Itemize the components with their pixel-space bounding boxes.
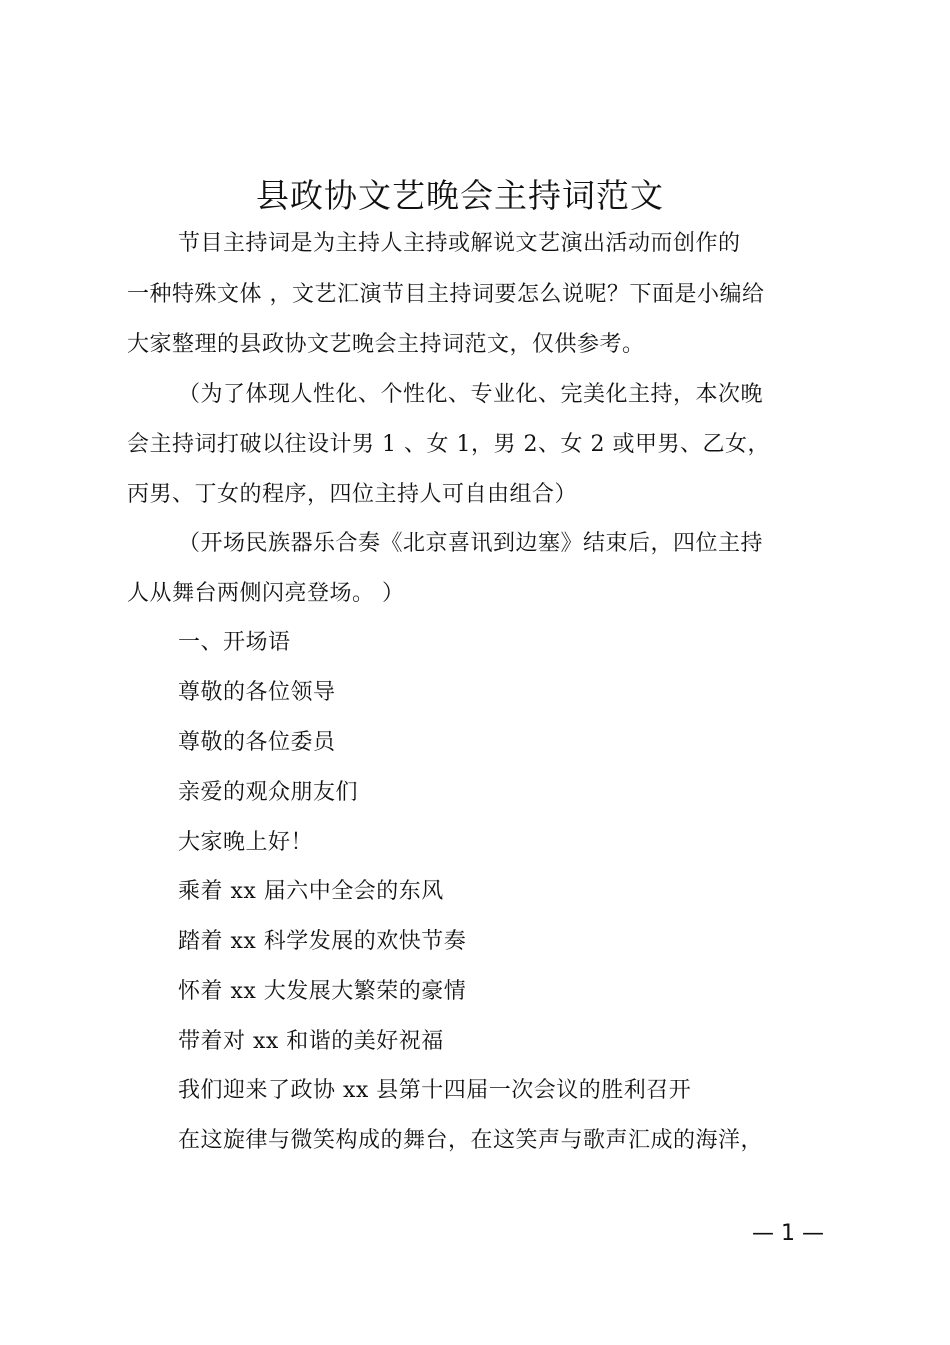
paragraph-line: 怀着 xx 大发展大繁荣的豪情 [178, 979, 467, 1004]
section-heading: 一、开场语 [178, 630, 291, 655]
paragraph-line: 在这旋律与微笑构成的舞台，在这笑声与歌声汇成的海洋， [178, 1128, 764, 1153]
paragraph-line: 节目主持词是为主持人主持或解说文艺演出活动而创作的 [178, 231, 741, 256]
paragraph-line: 人从舞台两侧闪亮登场。 ） [127, 581, 405, 606]
paragraph-line: 我们迎来了政协 xx 县第十四届一次会议的胜利召开 [178, 1078, 692, 1103]
paragraph-line: 尊敬的各位领导 [178, 680, 336, 705]
paragraph-line: 带着对 xx 和谐的美好祝福 [178, 1029, 444, 1054]
paragraph-line: 大家晚上好！ [178, 830, 314, 855]
document-title: 县政协文艺晚会主持词范文 [256, 176, 664, 215]
paragraph-line: 大家整理的县政协文艺晚会主持词范文，仅供参考。 [127, 332, 645, 357]
paragraph-line: （为了体现人性化、个性化、专业化、完美化主持，本次晚 [178, 382, 764, 407]
paragraph-line: 丙男、丁女的程序，四位主持人可自由组合） [127, 482, 578, 507]
paragraph-line: 尊敬的各位委员 [178, 730, 336, 755]
paragraph-line: 会主持词打破以往设计男 1 、女 1，男 2、女 2 或甲男、乙女， [127, 432, 770, 457]
paragraph-line: （开场民族器乐合奏《北京喜讯到边塞》结束后，四位主持 [178, 531, 764, 556]
paragraph-line: 亲爱的观众朋友们 [178, 780, 359, 805]
paragraph-line: 一种特殊文体 ，文艺汇演节目主持词要怎么说呢？下面是小编给 [127, 282, 765, 307]
paragraph-line: 踏着 xx 科学发展的欢快节奏 [178, 929, 467, 954]
paragraph-line: 乘着 xx 届六中全会的东风 [178, 879, 444, 904]
page-number: — 1 — [752, 1221, 824, 1246]
